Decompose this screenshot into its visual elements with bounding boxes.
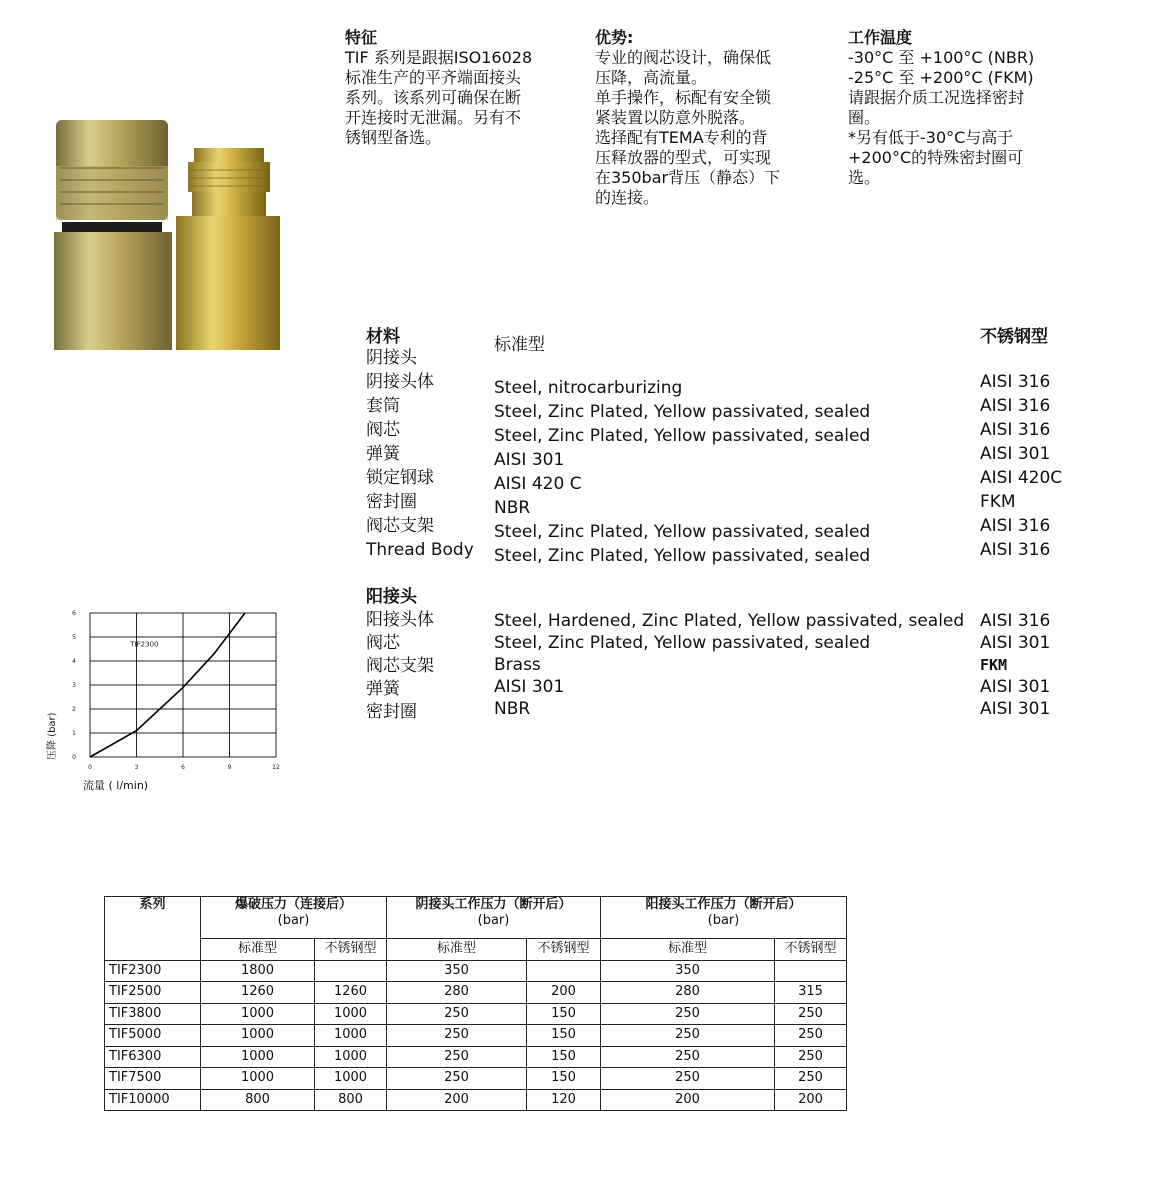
advantages-text: 专业的阀芯设计，确保低 压降，高流量。 单手操作，标配有安全锁 紧装置以防意外脱落。 选择配有TEMA专利的背 压释放器的型式，可实现 在350bar背压（静态）下 的连接。 xyxy=(595,48,781,207)
y-tick-label: 0 xyxy=(72,754,76,761)
series-cell: TIF5000 xyxy=(105,1025,201,1047)
temperature-section xyxy=(848,28,1088,188)
material-label: 阀芯 xyxy=(366,420,400,440)
series-header: 系列 xyxy=(105,897,201,961)
stainless-col-header: 不锈钢型 xyxy=(527,939,601,961)
advantages-heading: 优势: xyxy=(595,28,634,47)
stainless-col-header: 不锈钢型 xyxy=(775,939,847,961)
material-value: Steel, Zinc Plated, Yellow passivated, sealed xyxy=(494,426,871,446)
male-materials-labels xyxy=(366,586,434,724)
material-value: Steel, Zinc Plated, Yellow passivated, sealed xyxy=(494,522,871,542)
value-cell: 1000 xyxy=(201,1046,315,1068)
value-cell: 120 xyxy=(527,1089,601,1111)
series-label: TIF2300 xyxy=(130,640,159,649)
value-cell: 150 xyxy=(527,1025,601,1047)
value-cell: 250 xyxy=(601,1046,775,1068)
male-standard-materials xyxy=(494,610,964,720)
value-cell: 1260 xyxy=(315,982,387,1004)
value-cell: 250 xyxy=(387,1068,527,1090)
value-cell: 315 xyxy=(775,982,847,1004)
stainless-col-header: 不锈钢型 xyxy=(315,939,387,961)
y-tick-label: 3 xyxy=(72,682,76,689)
features-heading: 特征 xyxy=(345,28,378,47)
male-title: 阳接头 xyxy=(366,587,417,607)
value-cell: 350 xyxy=(601,960,775,982)
material-value: AISI 301 xyxy=(980,699,1051,719)
standard-col-header: 标准型 xyxy=(601,939,775,961)
value-cell: 250 xyxy=(775,1003,847,1025)
x-axis-label: 流量 ( l/min) xyxy=(83,779,149,792)
features-text: TIF 系列是跟据ISO16028 标准生产的平齐端面接头 系列。该系列可确保在断 开连接时无泄漏。另有不 锈钢型备选。 xyxy=(345,48,533,147)
female-stainless-materials xyxy=(980,370,1062,562)
material-value: AISI 301 xyxy=(494,677,565,697)
x-tick-label: 3 xyxy=(134,764,139,771)
advantages-section xyxy=(595,28,835,208)
female-header-label: 阴接头工作压力（断开后） xyxy=(415,897,572,912)
female-title: 阴接头 xyxy=(366,348,417,368)
value-cell: 280 xyxy=(387,982,527,1004)
material-label: 密封圈 xyxy=(366,702,417,722)
standard-heading: 标准型 xyxy=(494,335,545,355)
value-cell: 200 xyxy=(601,1089,775,1111)
x-tick-label: 9 xyxy=(227,764,232,771)
value-cell: 1800 xyxy=(201,960,315,982)
material-label: Thread Body xyxy=(366,540,474,560)
x-tick-label: 12 xyxy=(272,764,280,771)
material-label: 阳接头体 xyxy=(366,610,434,630)
material-label: 弹簧 xyxy=(366,444,400,464)
material-value: AISI 301 xyxy=(494,450,565,470)
material-value: AISI 301 xyxy=(980,444,1051,464)
series-cell: TIF10000 xyxy=(105,1089,201,1111)
material-value: AISI 420 C xyxy=(494,474,582,494)
material-value: Brass xyxy=(494,655,541,675)
value-cell: 150 xyxy=(527,1046,601,1068)
value-cell: 250 xyxy=(601,1003,775,1025)
female-header xyxy=(387,897,601,939)
temperature-text: -30°C 至 +100°C (NBR) -25°C 至 +200°C (FKM) 请跟据介质工况选择密封 圈。 *另有低于-30°C与高于 +200°C的特殊密封圈可 选。 xyxy=(848,48,1035,187)
material-label: 套筒 xyxy=(366,396,400,416)
female-materials-labels xyxy=(366,346,474,562)
table-row xyxy=(105,960,847,982)
materials-heading: 材料 xyxy=(366,327,400,347)
series-cell: TIF6300 xyxy=(105,1046,201,1068)
series-cell: TIF7500 xyxy=(105,1068,201,1090)
value-cell: 1000 xyxy=(315,1046,387,1068)
material-value: NBR xyxy=(494,498,531,518)
value-cell: 350 xyxy=(387,960,527,982)
value-cell: 1260 xyxy=(201,982,315,1004)
material-value: AISI 420C xyxy=(980,468,1063,488)
value-cell xyxy=(315,960,387,982)
y-tick-label: 5 xyxy=(72,634,76,641)
material-value: AISI 316 xyxy=(980,516,1051,536)
material-label: 阀芯支架 xyxy=(366,516,434,536)
value-cell xyxy=(775,960,847,982)
male-header-unit: (bar) xyxy=(707,913,740,928)
value-cell: 200 xyxy=(387,1089,527,1111)
material-label: 密封圈 xyxy=(366,492,417,512)
value-cell: 250 xyxy=(775,1068,847,1090)
material-value: FKM xyxy=(980,656,1008,674)
female-standard-materials xyxy=(494,376,870,568)
material-label: 阀芯 xyxy=(366,633,400,653)
series-cell: TIF2500 xyxy=(105,982,201,1004)
male-header xyxy=(601,897,847,939)
value-cell: 1000 xyxy=(315,1068,387,1090)
value-cell: 250 xyxy=(601,1068,775,1090)
y-tick-label: 4 xyxy=(72,658,76,665)
pressure-table xyxy=(104,896,847,1111)
material-value: NBR xyxy=(494,699,531,719)
burst-header-unit: (bar) xyxy=(277,913,310,928)
value-cell: 250 xyxy=(387,1025,527,1047)
value-cell: 200 xyxy=(775,1089,847,1111)
value-cell: 280 xyxy=(601,982,775,1004)
pressure-drop-chart xyxy=(40,600,290,800)
material-value: Steel, nitrocarburizing xyxy=(494,378,683,398)
value-cell: 800 xyxy=(315,1089,387,1111)
series-cell: TIF3800 xyxy=(105,1003,201,1025)
value-cell: 200 xyxy=(527,982,601,1004)
x-tick-label: 6 xyxy=(181,764,185,771)
material-value: AISI 316 xyxy=(980,420,1051,440)
material-value: AISI 301 xyxy=(980,633,1051,653)
material-value: Steel, Zinc Plated, Yellow passivated, sealed xyxy=(494,546,871,566)
material-value: Steel, Zinc Plated, Yellow passivated, sealed xyxy=(494,402,871,422)
material-label: 弹簧 xyxy=(366,679,400,699)
value-cell: 1000 xyxy=(201,1025,315,1047)
male-stainless-materials xyxy=(980,610,1050,720)
male-header-label: 阳接头工作压力（断开后） xyxy=(645,897,802,912)
material-value: AISI 301 xyxy=(980,677,1051,697)
y-tick-label: 1 xyxy=(72,730,76,737)
value-cell: 1000 xyxy=(315,1025,387,1047)
features-section xyxy=(345,28,585,148)
value-cell: 250 xyxy=(775,1046,847,1068)
table-row xyxy=(105,982,847,1004)
material-value: AISI 316 xyxy=(980,611,1051,631)
value-cell: 800 xyxy=(201,1089,315,1111)
value-cell: 1000 xyxy=(315,1003,387,1025)
material-value: AISI 316 xyxy=(980,540,1051,560)
burst-header-label: 爆破压力（连接后） xyxy=(234,897,352,912)
value-cell: 1000 xyxy=(201,1068,315,1090)
y-axis-label: 压降 (bar) xyxy=(47,712,58,760)
value-cell: 250 xyxy=(387,1046,527,1068)
table-row xyxy=(105,1089,847,1111)
material-value: Steel, Zinc Plated, Yellow passivated, sealed xyxy=(494,633,871,653)
stainless-heading: 不锈钢型 xyxy=(980,327,1048,347)
female-header-unit: (bar) xyxy=(477,913,510,928)
value-cell: 250 xyxy=(601,1025,775,1047)
series-cell: TIF2300 xyxy=(105,960,201,982)
table-row xyxy=(105,1068,847,1090)
value-cell: 250 xyxy=(775,1025,847,1047)
table-row xyxy=(105,1025,847,1047)
value-cell: 150 xyxy=(527,1003,601,1025)
value-cell: 1000 xyxy=(201,1003,315,1025)
material-label: 锁定钢球 xyxy=(366,468,434,488)
table-row xyxy=(105,1003,847,1025)
material-value: Steel, Hardened, Zinc Plated, Yellow passivated, sealed xyxy=(494,611,965,631)
value-cell: 150 xyxy=(527,1068,601,1090)
y-tick-label: 2 xyxy=(72,706,76,713)
y-tick-label: 6 xyxy=(72,610,76,617)
value-cell: 250 xyxy=(387,1003,527,1025)
product-photo xyxy=(52,118,282,354)
x-tick-label: 0 xyxy=(88,764,92,771)
standard-col-header: 标准型 xyxy=(387,939,527,961)
material-value: AISI 316 xyxy=(980,372,1051,392)
temperature-heading: 工作温度 xyxy=(848,28,913,47)
material-value: FKM xyxy=(980,492,1016,512)
burst-header xyxy=(201,897,387,939)
material-label: 阴接头体 xyxy=(366,372,434,392)
table-row xyxy=(105,1046,847,1068)
standard-col-header: 标准型 xyxy=(201,939,315,961)
material-value: AISI 316 xyxy=(980,396,1051,416)
material-label: 阀芯支架 xyxy=(366,656,434,676)
value-cell xyxy=(527,960,601,982)
